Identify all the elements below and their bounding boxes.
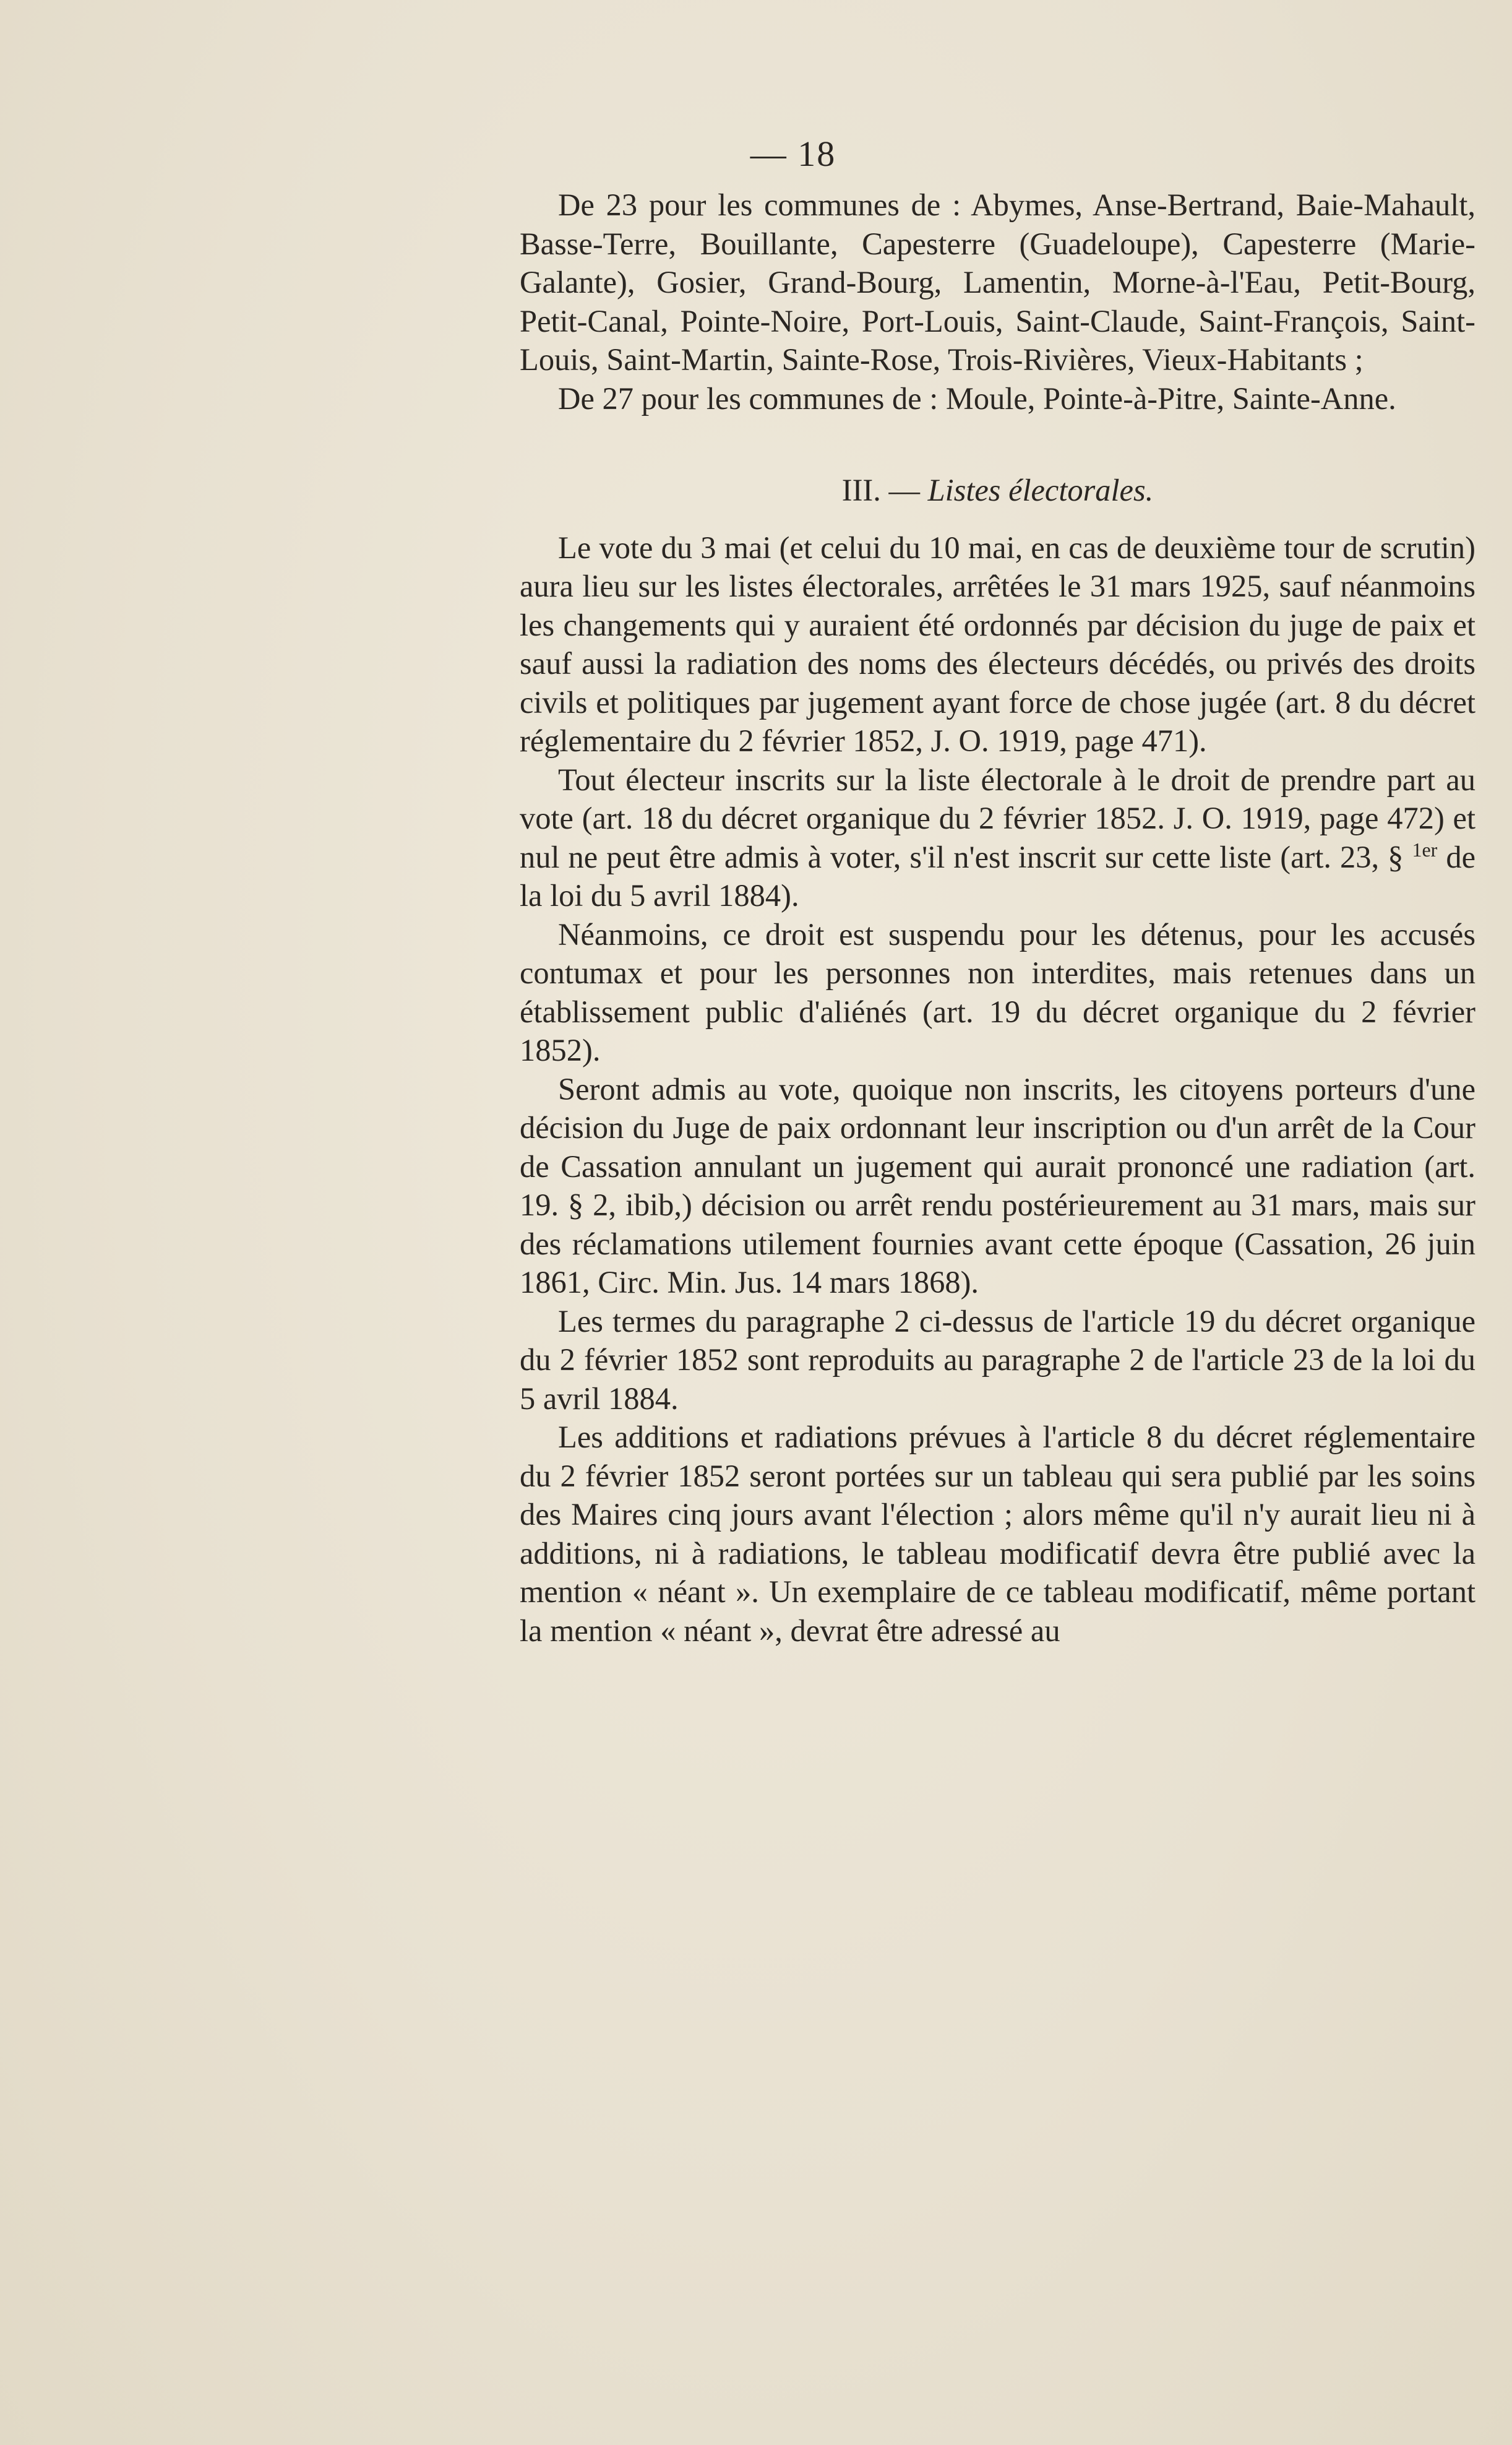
page-number: — 18: [750, 134, 836, 174]
paragraph-electeur-end: de la loi du 5 avril 1884).: [520, 839, 1476, 913]
paragraph-admis: Seront admis au vote, quoique non inscrits, les citoyens porteurs d'une décision du Juge de paix ordonnant leur inscription ou d'un arrêt de la Cour de Cassation annulant un jugement qui aurait prononcé une radiation (art. 19. § 2, ibib,) décision ou arrêt rendu postérieurement au 31 mars, mais sur des réclamations utilement fournies avant cette époque (Cassation, 26 juin 1861, Circ. Min. Jus. 14 mars 1868).: [520, 1071, 1475, 1300]
body-text: [520, 186, 1475, 1650]
superscript-premier: 1er: [1412, 838, 1438, 861]
paragraph-additions: Les additions et radiations prévues à l'article 8 du décret réglementaire du 2 février 1852 seront portées sur un tableau qui sera publié par les soins des Maires cinq jours avant l'élection ; alors même qu'il n'y aurait lieu ni à additions, ni à radiations, le tableau modificatif devra être publié avec la mention « néant ». Un exemplaire de ce tableau modificatif, même portant la mention « néant », devrat être adressé au: [520, 1420, 1475, 1648]
section-title: Listes électorales.: [927, 473, 1154, 507]
paragraph-suspendu: Néanmoins, ce droit est suspendu pour les détenus, pour les accusés contumax et pour les personnes non interdites, mais retenues dans un établissement public d'aliénés (art. 19 du décret organique du 2 février 1852).: [520, 916, 1475, 1067]
paragraph-electeur-text: Tout électeur inscrits sur la liste électorale à le droit de prendre part au vote (art. 18 du décret organique du 2 février 1852. J. O. 1919, page 472) et nul ne peut être admis à voter, s'il n'est inscrit sur cette liste (art. 23, §: [520, 762, 1475, 874]
paragraph-communes-23: De 23 pour les communes de : Abymes, Anse-Bertrand, Baie-Mahault, Basse-Terre, Bouillante, Capesterre (Guadeloupe), Capesterre (Marie-Galante), Gosier, Grand-Bourg, Lamentin, Morne-à-l'Eau, Petit-Bourg, Petit-Canal, Pointe-Noire, Port-Louis, Saint-Claude, Saint-François, Saint-Louis, Saint-Martin, Sainte-Rose, Trois-Rivières, Vieux-Habitants ;: [520, 188, 1475, 377]
paragraph-termes: Les termes du paragraphe 2 ci-dessus de l'article 19 du décret organique du 2 février 1852 sont reproduits au paragraphe 2 de l'article 23 de la loi du 5 avril 1884.: [520, 1303, 1475, 1416]
paragraph-communes-27: De 27 pour les communes de : Moule, Pointe-à-Pitre, Sainte-Anne.: [558, 381, 1396, 416]
section-number: III.: [841, 473, 881, 507]
paragraph-electeur: [520, 761, 1475, 915]
section-dash: —: [888, 473, 920, 507]
paragraph-vote: Le vote du 3 mai (et celui du 10 mai, en cas de deuxième tour de scrutin) aura lieu sur les listes électorales, arrêtées le 31 mars 1925, sauf néanmoins les changements qui y auraient été ordonnés par décision du juge de paix et sauf aussi la radiation des noms des électeurs décédés, ou privés des droits civils et politiques par jugement ayant force de chose jugée (art. 8 du décret réglementaire du 2 février 1852, J. O. 1919, page 471).: [520, 530, 1475, 758]
section-heading: [520, 471, 1475, 510]
